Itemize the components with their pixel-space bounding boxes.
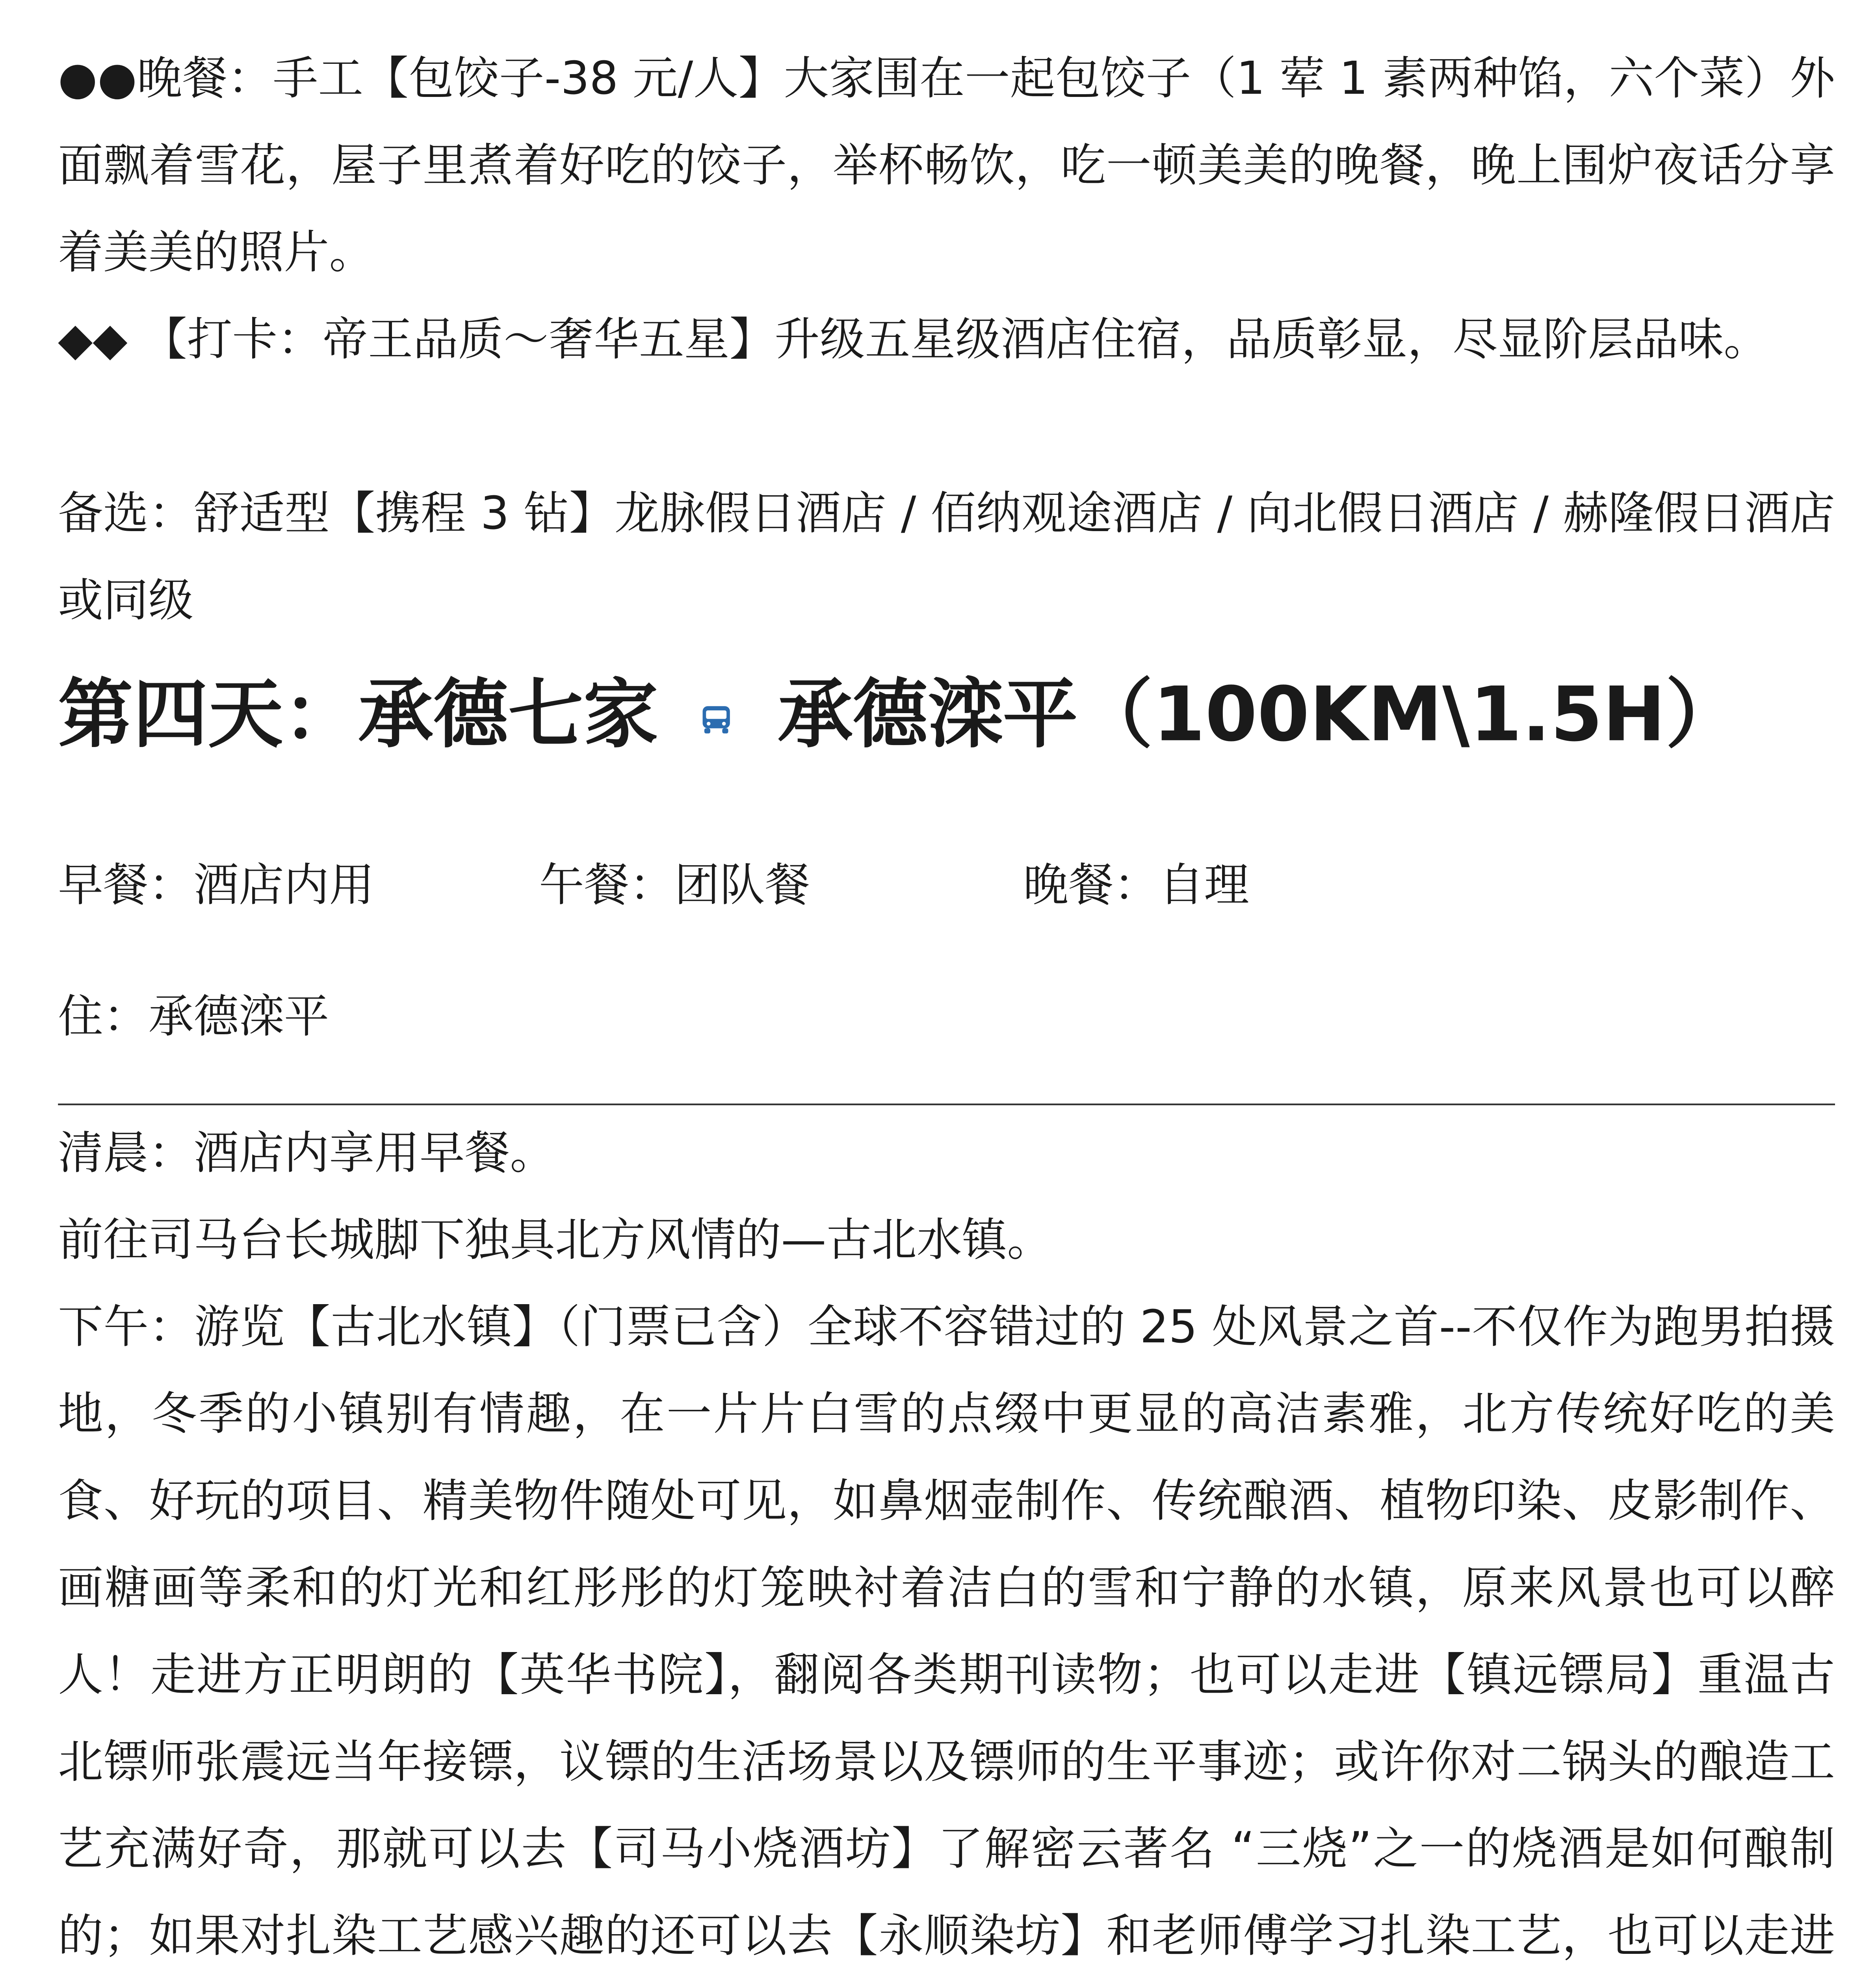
route-paragraph: 前往司马台长城脚下独具北方风情的—古北水镇。 xyxy=(58,1214,1052,1267)
hotel-upgrade-paragraph: ◆◆ 【打卡：帝王品质～奢华五星】升级五星级酒店住宿，品质彰显，尽显阶层品味。 xyxy=(58,314,1769,367)
day4-heading xyxy=(58,662,1835,768)
divider xyxy=(58,1104,1835,1105)
morning-paragraph: 清晨：酒店内享用早餐。 xyxy=(58,1127,555,1180)
day4-lunch: 午餐：团队餐 xyxy=(539,859,810,913)
hotel-alternative-paragraph: 备选：舒适型【携程 3 钻】龙脉假日酒店 / 佰纳观途酒店 / 向北假日酒店 / 赫隆假日酒店 或同级 xyxy=(58,488,1835,628)
day4-dinner: 晚餐：自理 xyxy=(1023,859,1249,913)
dinner-paragraph: ●●晚餐：手工【包饺子-38 元/人】大家围在一起包饺子（1 荤 1 素两种馅，六个菜）外面飘着雪花，屋子里煮着好吃的饺子，举杯畅饮，吃一顿美美的晚餐，晚上围炉夜话分享着美美的照片。 xyxy=(58,53,1835,280)
day4-title-to: 承德滦平（100KM\1.5H） xyxy=(778,672,1741,759)
day4-stay: 住：承德滦平 xyxy=(58,991,329,1044)
bus-icon xyxy=(699,703,734,737)
day4-title-from: 第四天：承德七家 xyxy=(58,672,658,759)
day4-breakfast: 早餐：酒店内用 xyxy=(58,859,375,913)
gubei-town-paragraph: 下午：游览【古北水镇】（门票已含）全球不容错过的 25 处风景之首--不仅作为跑男拍摄地，冬季的小镇别有情趣，在一片片白雪的点缀中更显的高洁素雅，北方传统好吃的美食、好玩的项目、精美物件随处可见，如鼻烟壶制作、传统酿酒、植物印染、皮影制作、画糖画等柔和的灯光和红彤彤的灯笼映衬着洁白的雪和宁静的水镇，原来风景也可以醉人！走进方正明朗的【英华书院】，翻阅各类期刊读物；也可以走进【镇远镖局】重温古北镖师张震远当年接镖，议镖的生活场景以及镖师的生平事迹；或许你对二锅头的酿造工艺充满好奇，那就可以去【司马小烧酒坊】了解密云著名 “三烧”之一的烧酒是如何酿制的；如果对扎染工艺感兴趣的还可以去【永顺染坊】和老师傅学习扎染工艺，也可以走进 xyxy=(58,1301,1835,1963)
